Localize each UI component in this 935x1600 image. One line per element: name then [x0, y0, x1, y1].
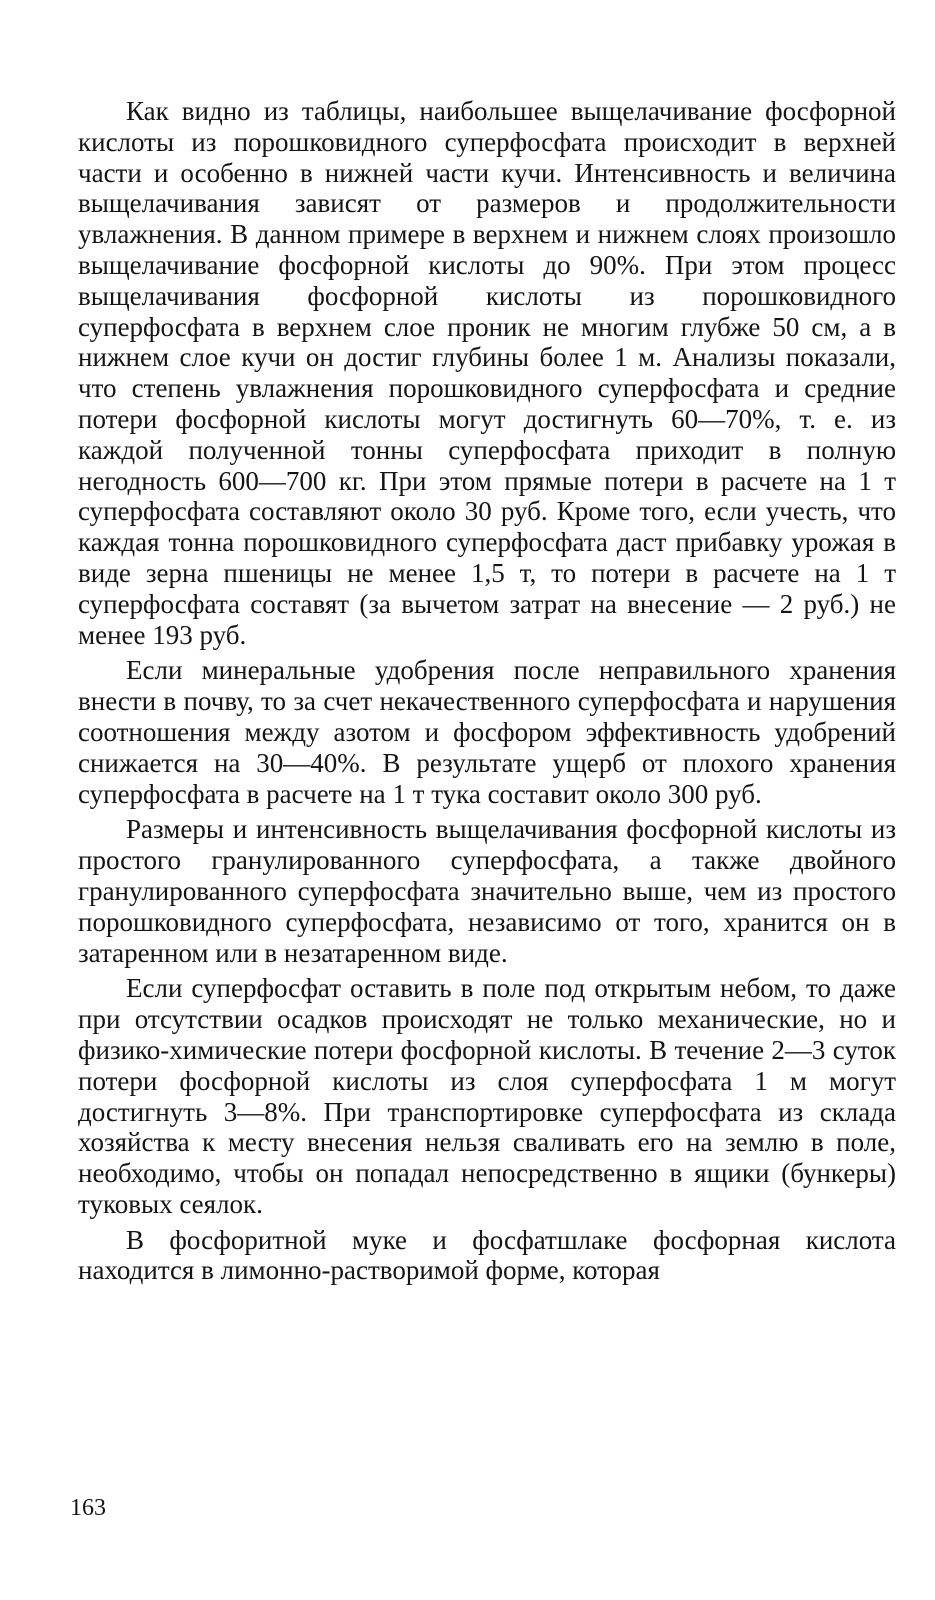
- page-body: [78, 96, 896, 1291]
- paragraph-2: Если минеральные удобрения после неправильного хранения внести в почву, то за счет некачественного суперфосфата и нарушения соотношения между азотом и фосфором эффективность удобрений снижается на 30—40%. В результате ущерб от плохого хранения суперфосфата в расчете на 1 т тука составит около 300 руб.: [78, 655, 896, 809]
- paragraph-4: Если суперфосфат оставить в поле под открытым небом, то даже при отсутствии осадков происходят не только механические, но и физико-химические потери фосфорной кислоты. В течение 2—3 суток потери фосфорной кислоты из слоя суперфосфата 1 м могут достигнуть 3—8%. При транспортировке суперфосфата из склада хозяйства к месту внесения нельзя сваливать его на землю в поле, необходимо, чтобы он попадал непосредственно в ящики (бункеры) туковых сеялок.: [78, 973, 896, 1219]
- paragraph-5: В фосфоритной муке и фосфатшлаке фосфорная кислота находится в лимонно-растворимой форме, которая: [78, 1224, 896, 1286]
- page-number: 163: [70, 1495, 106, 1521]
- paragraph-3: Размеры и интенсивность выщелачивания фосфорной кислоты из простого гранулированного суперфосфата, а также двойного гранулированного суперфосфата значительно выше, чем из простого порошковидного суперфосфата, независимо от того, хранится он в затаренном или в незатаренном виде.: [78, 814, 896, 968]
- paragraph-1: Как видно из таблицы, наибольшее выщелачивание фосфорной кислоты из порошковидного суперфосфата происходит в верхней части и особенно в нижней части кучи. Интенсивность и величина выщелачивания зависят от размеров и продолжительности увлажнения. В данном примере в верхнем и нижнем слоях произошло выщелачивание фосфорной кислоты до 90%. При этом процесс выщелачивания фосфорной кислоты из порошковидного суперфосфата в верхнем слое проник не многим глубже 50 см, а в нижнем слое кучи он достиг глубины более 1 м. Анализы показали, что степень увлажнения порошковидного суперфосфата и средние потери фосфорной кислоты могут достигнуть 60—70%, т. е. из каждой полученной тонны суперфосфата приходит в полную негодность 600—700 кг. При этом прямые потери в расчете на 1 т суперфосфата составляют около 30 руб. Кроме того, если учесть, что каждая тонна порошковидного суперфосфата даст прибавку урожая в виде зерна пшеницы не менее 1,5 т, то потери в расчете на 1 т суперфосфата составят (за вычетом затрат на внесение — 2 руб.) не менее 193 руб.: [78, 96, 896, 650]
